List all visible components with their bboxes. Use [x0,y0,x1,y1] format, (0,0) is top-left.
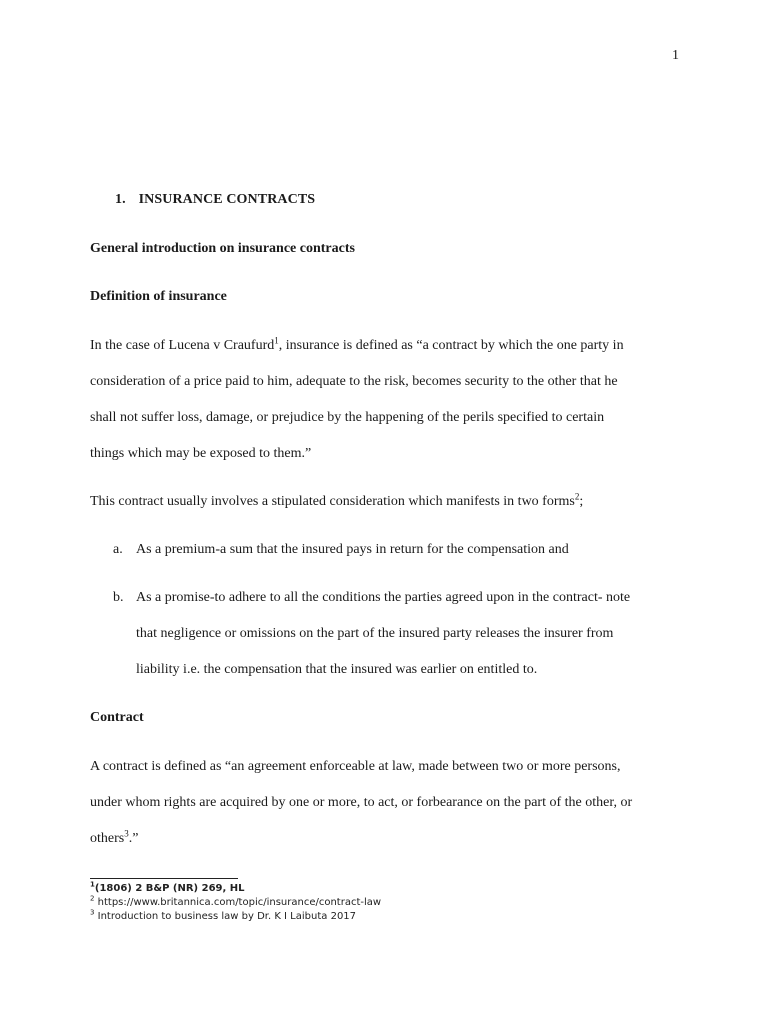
list-marker: a. [113,542,123,557]
paragraph-contract-definition [90,749,690,857]
list-marker: b. [113,590,124,605]
footnotes [90,882,381,924]
subheading-general-introduction: General introduction on insurance contracts [90,241,355,256]
page-number: 1 [672,48,679,63]
paragraph-consideration [90,484,690,520]
footnote-ref-2[interactable]: 2 [574,491,580,502]
paragraph-lucena-definition [90,328,690,472]
footnote-separator [90,878,238,879]
list-item-text: that negligence or omissions on the part of the insured party releases the insurer from [136,626,614,641]
paragraph-line: A contract is defined as “an agreement enforceable at law, made between two or more persons, [90,759,621,774]
footnote-1: $^1$(1806) 2 B&P (NR) 269, HL [90,880,245,894]
paragraph-line: This contract usually involves a stipulated consideration which manifests in two forms$^2$; [90,491,584,509]
list-item-b [113,580,673,688]
footnote-2: $^2$ https://www.britannica.com/topic/insurance/contract-law [90,894,382,908]
list-item-a [113,532,673,568]
list-item-text: As a promise-to adhere to all the conditions the parties agreed upon in the contract- note [136,590,631,605]
list-item-text: As a premium-a sum that the insured pays in return for the compensation and [136,542,569,557]
section-title: INSURANCE CONTRACTS [138,192,316,207]
paragraph-line: consideration of a price paid to him, adequate to the risk, becomes security to the other that he [90,374,618,389]
section-heading [115,190,315,210]
paragraph-line: In the case of Lucena v Craufurd$^1$, insurance is defined as “a contract by which the one party in [90,335,624,353]
footnote-3: $^3$ Introduction to business law by Dr. K I Laibuta 2017 [90,908,357,922]
paragraph-line: shall not suffer loss, damage, or prejudice by the happening of the perils specified to certain [90,410,605,425]
subheading-definition-of-insurance: Definition of insurance [90,289,227,304]
section-number: 1. [115,192,126,207]
footnote-ref-1[interactable]: 1 [274,335,279,346]
paragraph-line: under whom rights are acquired by one or more, to act, or forbearance on the part of the other, or [90,795,633,810]
list-item-text: liability i.e. the compensation that the insured was earlier on entitled to. [136,662,538,677]
footnote-ref-3[interactable]: 3 [124,828,129,839]
footnote-link[interactable]: https://www.britannica.com/topic/insurance/contract-law [94,897,382,908]
subheading-contract: Contract [90,710,144,725]
paragraph-line: others$^3$.” [90,828,139,846]
paragraph-line: things which may be exposed to them.” [90,446,312,461]
